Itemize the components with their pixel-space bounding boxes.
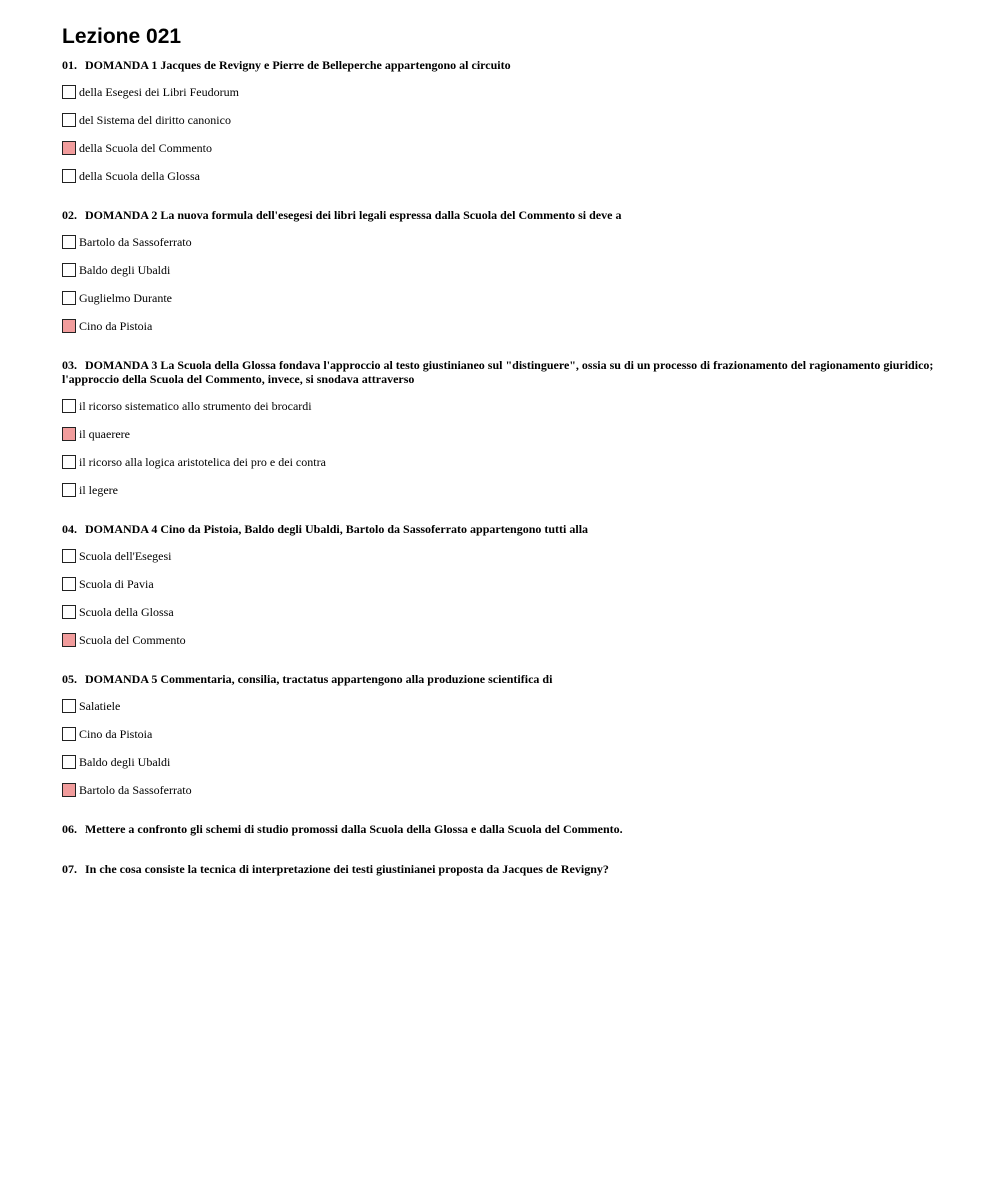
answer-option[interactable]: [62, 290, 942, 306]
answer-option[interactable]: [62, 112, 942, 128]
answer-option[interactable]: [62, 482, 942, 498]
option-label: il ricorso alla logica aristotelica dei pro e dei contra: [79, 455, 326, 469]
question-text: [62, 672, 942, 686]
checkbox[interactable]: [62, 549, 76, 563]
question-text: [62, 522, 942, 536]
option-label: Scuola di Pavia: [79, 577, 154, 591]
question-number: 02.: [62, 208, 77, 222]
answer-option[interactable]: [62, 698, 942, 714]
checkbox-checked[interactable]: [62, 319, 76, 333]
answer-option[interactable]: [62, 140, 942, 156]
question-text: [62, 358, 942, 386]
option-label: Bartolo da Sassoferrato: [79, 783, 192, 797]
question-block: [62, 672, 942, 798]
option-label: della Scuola del Commento: [79, 141, 212, 155]
option-label: della Esegesi dei Libri Feudorum: [79, 85, 239, 99]
answer-option[interactable]: [62, 454, 942, 470]
option-label: Guglielmo Durante: [79, 291, 172, 305]
question-prompt: DOMANDA 4 Cino da Pistoia, Baldo degli Ubaldi, Bartolo da Sassoferrato appartengono tutti alla: [85, 522, 589, 536]
option-label: Cino da Pistoia: [79, 727, 153, 741]
question-list: [62, 58, 942, 798]
checkbox[interactable]: [62, 755, 76, 769]
answer-option[interactable]: [62, 318, 942, 334]
answer-option[interactable]: [62, 262, 942, 278]
checkbox[interactable]: [62, 263, 76, 277]
option-label: della Scuola della Glossa: [79, 169, 200, 183]
question-number: 04.: [62, 522, 77, 536]
option-label: Scuola della Glossa: [79, 605, 174, 619]
checkbox[interactable]: [62, 455, 76, 469]
checkbox[interactable]: [62, 113, 76, 127]
question-number: 07.: [62, 862, 77, 876]
option-label: il ricorso sistematico allo strumento dei brocardi: [79, 399, 312, 413]
question-prompt: DOMANDA 2 La nuova formula dell'esegesi dei libri legali espressa dalla Scuola del Commento si deve a: [85, 208, 622, 222]
answer-option[interactable]: [62, 548, 942, 564]
checkbox[interactable]: [62, 291, 76, 305]
question-block: [62, 58, 942, 184]
option-label: Scuola del Commento: [79, 633, 186, 647]
checkbox[interactable]: [62, 235, 76, 249]
open-question: [62, 822, 942, 836]
checkbox[interactable]: [62, 483, 76, 497]
question-number: 01.: [62, 58, 77, 72]
checkbox[interactable]: [62, 85, 76, 99]
answer-option[interactable]: [62, 168, 942, 184]
checkbox-checked[interactable]: [62, 427, 76, 441]
option-label: Bartolo da Sassoferrato: [79, 235, 192, 249]
checkbox[interactable]: [62, 727, 76, 741]
answer-option[interactable]: [62, 426, 942, 442]
answer-option[interactable]: [62, 604, 942, 620]
checkbox-checked[interactable]: [62, 783, 76, 797]
question-number: 05.: [62, 672, 77, 686]
question-prompt: DOMANDA 5 Commentaria, consilia, tractatus appartengono alla produzione scientifica di: [85, 672, 553, 686]
checkbox[interactable]: [62, 577, 76, 591]
question-prompt: DOMANDA 3 La Scuola della Glossa fondava l'approccio al testo giustinianeo sul "distinguere", ossia su di un processo di frazionamento del ragionamento giuridico; l'approccio della Scuola del Commento, invece, si snodava attraverso: [62, 358, 934, 386]
answer-option[interactable]: [62, 782, 942, 798]
checkbox[interactable]: [62, 399, 76, 413]
question-block: [62, 358, 942, 498]
option-label: Cino da Pistoia: [79, 319, 153, 333]
question-number: 03.: [62, 358, 77, 372]
question-text: [62, 58, 942, 72]
checkbox-checked[interactable]: [62, 633, 76, 647]
question-block: [62, 208, 942, 334]
question-prompt: Mettere a confronto gli schemi di studio promossi dalla Scuola della Glossa e dalla Scuola del Commento.: [85, 822, 623, 836]
answer-option[interactable]: [62, 576, 942, 592]
answer-option[interactable]: [62, 84, 942, 100]
checkbox[interactable]: [62, 605, 76, 619]
quiz-page: [62, 24, 942, 902]
question-text: [62, 208, 942, 222]
option-label: il legere: [79, 483, 118, 497]
answer-option[interactable]: [62, 234, 942, 250]
option-label: Baldo degli Ubaldi: [79, 263, 171, 277]
checkbox[interactable]: [62, 169, 76, 183]
answer-option[interactable]: [62, 398, 942, 414]
question-prompt: DOMANDA 1 Jacques de Revigny e Pierre de Belleperche appartengono al circuito: [85, 58, 511, 72]
answer-option[interactable]: [62, 754, 942, 770]
lesson-title: Lezione 021: [62, 25, 182, 48]
option-label: Baldo degli Ubaldi: [79, 755, 171, 769]
option-label: il quaerere: [79, 427, 130, 441]
open-question-list: [62, 822, 942, 876]
question-block: [62, 522, 942, 648]
option-label: Scuola dell'Esegesi: [79, 549, 172, 563]
answer-option[interactable]: [62, 726, 942, 742]
option-label: Salatiele: [79, 699, 121, 713]
checkbox-checked[interactable]: [62, 141, 76, 155]
question-number: 06.: [62, 822, 77, 836]
question-prompt: In che cosa consiste la tecnica di interpretazione dei testi giustinianei proposta da Jacques de Revigny?: [85, 862, 609, 876]
open-question: [62, 862, 942, 876]
option-label: del Sistema del diritto canonico: [79, 113, 231, 127]
answer-option[interactable]: [62, 632, 942, 648]
checkbox[interactable]: [62, 699, 76, 713]
